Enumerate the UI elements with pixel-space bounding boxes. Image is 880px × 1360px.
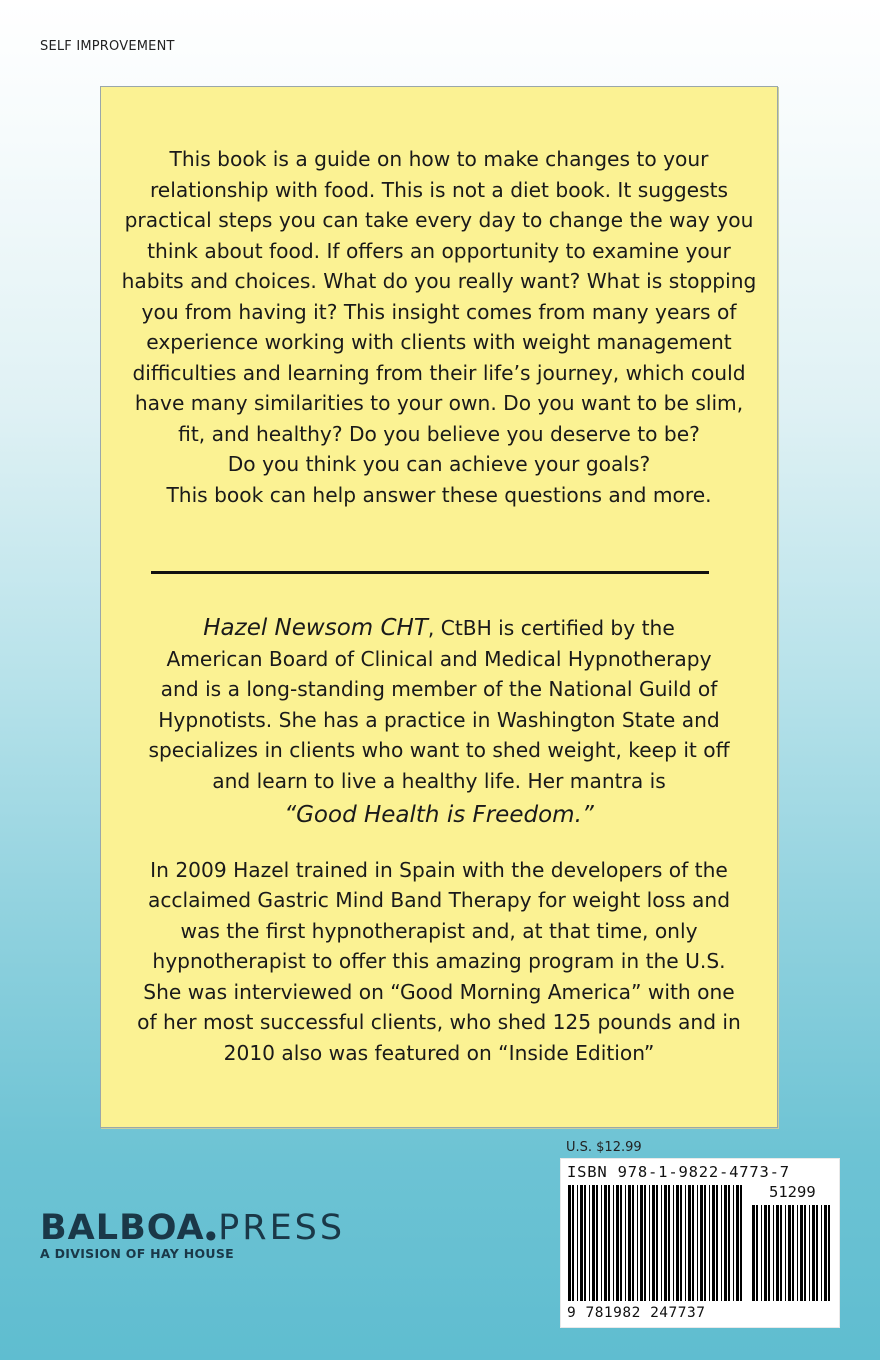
barcode-bar: [572, 1185, 574, 1301]
bio-line: In 2009 Hazel trained in Spain with the developers of the: [150, 857, 728, 882]
barcode-bar: [776, 1205, 779, 1301]
barcode-bar: [601, 1185, 602, 1301]
barcode-bar: [809, 1205, 810, 1301]
barcode-bar: [664, 1185, 667, 1301]
barcode-bar: [613, 1185, 614, 1301]
barcode-bar: [656, 1185, 658, 1301]
bio-line: and is a long-standing member of the National Guild of: [160, 677, 718, 701]
ean-digits: 9 781982 247737: [567, 1305, 706, 1321]
barcode-bar: [768, 1205, 770, 1301]
barcode-bar: [797, 1205, 798, 1301]
barcode-addon-number: 51299: [769, 1183, 816, 1201]
author-bio: [115, 613, 763, 1068]
bio-first-line: [115, 613, 763, 644]
publisher-logo: [40, 1208, 345, 1261]
barcode-bar: [709, 1185, 710, 1301]
barcode-bar: [680, 1185, 682, 1301]
blurb-line: experience working with clients with weight management: [146, 330, 732, 354]
bio-line: Hypnotists. She has a practice in Washington State and: [158, 707, 720, 732]
barcode-bar: [697, 1185, 698, 1301]
blurb-line: difficulties and learning from their life’s journey, which could: [132, 360, 746, 385]
barcode-bar: [740, 1185, 742, 1301]
mantra-quote: “Good Health is Freedom.”: [284, 802, 594, 828]
barcode-bar: [592, 1185, 595, 1301]
isbn-text: ISBN 978-1-9822-4773-7: [567, 1163, 790, 1181]
barcode-bar: [616, 1185, 619, 1301]
bio-line: was the first hypnotherapist and, at that time, only: [180, 918, 698, 943]
barcode: [560, 1158, 840, 1328]
barcode-bar: [584, 1185, 586, 1301]
barcode-bar: [577, 1185, 578, 1301]
barcode-bar: [788, 1205, 791, 1301]
bio-line: 2010 also was featured on “Inside Edition”: [223, 1040, 655, 1065]
blurb-line: relationship with food. This is not a diet book. It suggests: [149, 177, 729, 202]
barcode-bar: [773, 1205, 774, 1301]
barcode-bar: [716, 1185, 718, 1301]
barcode-bar: [652, 1185, 655, 1301]
price-label: U.S. $12.99: [566, 1140, 642, 1155]
bio-line: and learn to live a healthy life. Her mantra is: [212, 768, 666, 793]
barcode-bar: [604, 1185, 607, 1301]
barcode-bar: [596, 1185, 598, 1301]
barcode-bar: [752, 1205, 755, 1301]
barcode-bar: [828, 1205, 830, 1301]
barcode-bar: [804, 1205, 806, 1301]
barcode-bar: [620, 1185, 622, 1301]
barcode-bar: [688, 1185, 691, 1301]
barcode-bar: [625, 1185, 626, 1301]
barcode-bar: [692, 1185, 694, 1301]
blurb-line: practical steps you can take every day to change the way you: [124, 208, 754, 232]
bio-line: specializes in clients who want to shed weight, keep it off: [148, 738, 730, 762]
bio-line: American Board of Clinical and Medical Hypnotherapy: [166, 646, 712, 671]
barcode-bar: [685, 1185, 686, 1301]
bio-line: of her most successful clients, who shed 125 pounds and in: [137, 1010, 741, 1034]
barcode-bar: [785, 1205, 786, 1301]
author-name: Hazel Newsom CHT: [203, 615, 428, 641]
barcode-bar: [816, 1205, 818, 1301]
author-credentials: , CtBH is certified by the: [427, 616, 675, 640]
barcode-addon-bars-icon: [751, 1205, 831, 1301]
barcode-bar: [821, 1205, 822, 1301]
barcode-bar: [761, 1205, 762, 1301]
barcode-bar: [676, 1185, 679, 1301]
book-blurb: [115, 144, 763, 510]
publisher-dot-icon: ●: [205, 1228, 218, 1242]
barcode-bar: [580, 1185, 583, 1301]
barcode-bar: [721, 1185, 722, 1301]
publisher-name-part2: PRESS: [218, 1208, 346, 1248]
publisher-division: A DIVISION OF HAY HOUSE: [40, 1246, 235, 1261]
bio-line: acclaimed Gastric Mind Band Therapy for weight loss and: [147, 888, 731, 912]
barcode-bar: [640, 1185, 643, 1301]
barcode-bar: [724, 1185, 727, 1301]
barcode-bar: [792, 1205, 794, 1301]
barcode-bar: [712, 1185, 715, 1301]
barcode-bar: [568, 1185, 571, 1301]
barcode-bar: [728, 1185, 730, 1301]
barcode-bar: [812, 1205, 815, 1301]
barcode-bar: [733, 1185, 734, 1301]
barcode-bar: [756, 1205, 758, 1301]
barcode-bar: [661, 1185, 662, 1301]
barcode-bar: [644, 1185, 646, 1301]
barcode-bar: [824, 1205, 827, 1301]
barcode-bar: [608, 1185, 610, 1301]
barcode-bar: [628, 1185, 631, 1301]
bio-line: She was interviewed on “Good Morning America” with one: [143, 979, 735, 1004]
blurb-line: think about food. If offers an opportunity to examine your: [147, 238, 731, 263]
barcode-bar: [589, 1185, 590, 1301]
barcode-bar: [704, 1185, 706, 1301]
section-divider: [151, 571, 709, 574]
blurb-line: This book can help answer these questions and more.: [166, 482, 712, 507]
barcode-bars-icon: [567, 1185, 747, 1301]
blurb-line: habits and choices. What do you really want? What is stopping: [121, 269, 757, 293]
publisher-name: [40, 1208, 345, 1248]
barcode-bar: [637, 1185, 638, 1301]
blurb-line: Do you think you can achieve your goals?: [227, 452, 651, 476]
barcode-bar: [649, 1185, 650, 1301]
blurb-line: have many similarities to your own. Do you want to be slim,: [134, 391, 744, 415]
blurb-line: fit, and healthy? Do you believe you deserve to be?: [178, 421, 700, 446]
barcode-bar: [780, 1205, 782, 1301]
barcode-bar: [736, 1185, 739, 1301]
barcode-bar: [700, 1185, 703, 1301]
blurb-line: you from having it? This insight comes from many years of: [141, 299, 737, 324]
barcode-bar: [673, 1185, 674, 1301]
barcode-bar: [800, 1205, 803, 1301]
blurb-line: This book is a guide on how to make changes to your: [169, 147, 709, 171]
category-label: SELF IMPROVEMENT: [40, 39, 175, 54]
bio-line: hypnotherapist to offer this amazing program in the U.S.: [152, 949, 726, 973]
publisher-name-part1: BALBOA: [40, 1208, 205, 1248]
description-panel: [100, 86, 778, 1128]
barcode-bar: [668, 1185, 670, 1301]
barcode-bar: [764, 1205, 767, 1301]
barcode-bar: [632, 1185, 634, 1301]
